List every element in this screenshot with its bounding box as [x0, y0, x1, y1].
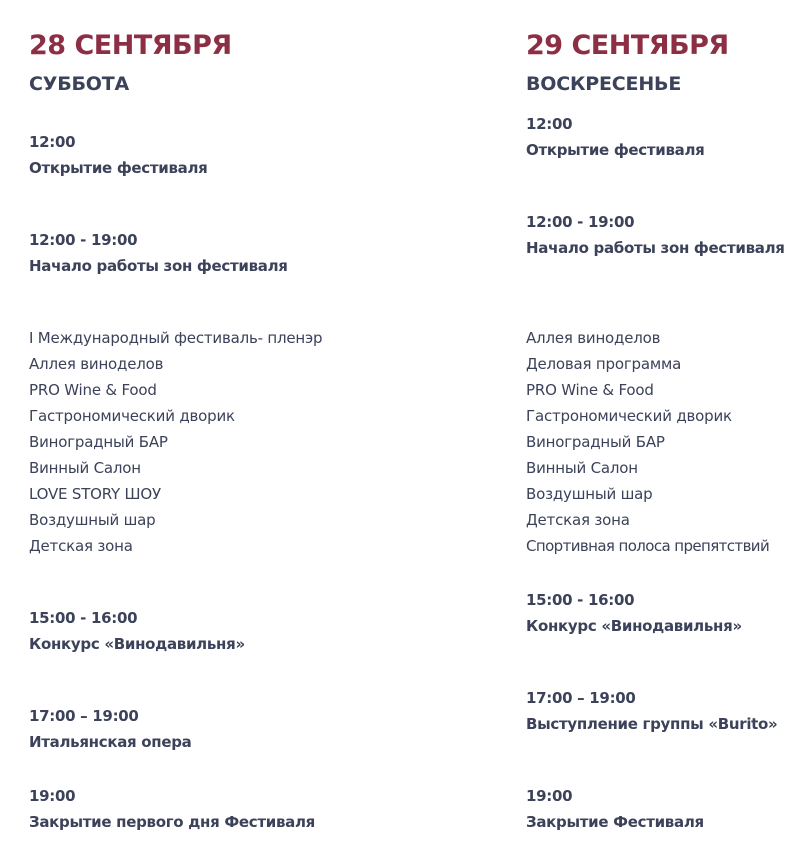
zone-item: Деловая программа [526, 355, 682, 373]
saturday-closing-time: 19:00 [29, 787, 76, 805]
sunday-concert-time: 17:00 – 19:00 [526, 689, 636, 707]
zone-item: LOVE STORY ШОУ [29, 485, 161, 503]
zone-item: Спортивная полоса препятствий [526, 537, 770, 555]
sunday-zones-time: 12:00 - 19:00 [526, 213, 635, 231]
sunday-date: 29 СЕНТЯБРЯ [526, 30, 729, 61]
sunday-opening-title: Открытие фестиваля [526, 141, 705, 159]
saturday-closing-title: Закрытие первого дня Фестиваля [29, 813, 316, 831]
zone-item: Гастрономический дворик [526, 407, 732, 425]
sunday-contest-time: 15:00 - 16:00 [526, 591, 635, 609]
zone-item: Винный Салон [526, 459, 638, 477]
sunday-zones-list [526, 325, 769, 559]
sunday-closing-time: 19:00 [526, 787, 573, 805]
sunday-closing-title: Закрытие Фестиваля [526, 813, 704, 831]
sunday-opening-time: 12:00 [526, 115, 573, 133]
saturday-opening-title: Открытие фестиваля [29, 159, 208, 177]
zone-item: Детская зона [526, 511, 630, 529]
zone-item: I Международный фестиваль- пленэр [29, 329, 323, 347]
saturday-zones-list [29, 325, 322, 559]
saturday-contest-title: Конкурс «Винодавильня» [29, 635, 245, 653]
zone-item: PRO Wine & Food [29, 381, 157, 399]
saturday-opera-title: Итальянская опера [29, 733, 192, 751]
zone-item: Аллея виноделов [526, 329, 661, 347]
sunday-concert-title: Выступление группы «Burito» [526, 715, 778, 733]
saturday-zones-time: 12:00 - 19:00 [29, 231, 138, 249]
zone-item: Детская зона [29, 537, 133, 555]
zone-item: Винный Салон [29, 459, 141, 477]
saturday-zones-title: Начало работы зон фестиваля [29, 257, 288, 275]
saturday-opening-time: 12:00 [29, 133, 76, 151]
sunday-contest-title: Конкурс «Винодавильня» [526, 617, 742, 635]
saturday-contest-time: 15:00 - 16:00 [29, 609, 138, 627]
zone-item: Воздушный шар [29, 511, 156, 529]
zone-item: Воздушный шар [526, 485, 653, 503]
zone-item: PRO Wine & Food [526, 381, 654, 399]
zone-item: Виноградный БАР [526, 433, 665, 451]
saturday-opera-time: 17:00 – 19:00 [29, 707, 139, 725]
zone-item: Гастрономический дворик [29, 407, 235, 425]
zone-item: Виноградный БАР [29, 433, 168, 451]
saturday-weekday: СУББОТА [29, 73, 129, 95]
zone-item: Аллея виноделов [29, 355, 164, 373]
saturday-date: 28 СЕНТЯБРЯ [29, 30, 232, 61]
sunday-weekday: ВОСКРЕСЕНЬЕ [526, 73, 682, 95]
sunday-zones-title: Начало работы зон фестиваля [526, 239, 785, 257]
